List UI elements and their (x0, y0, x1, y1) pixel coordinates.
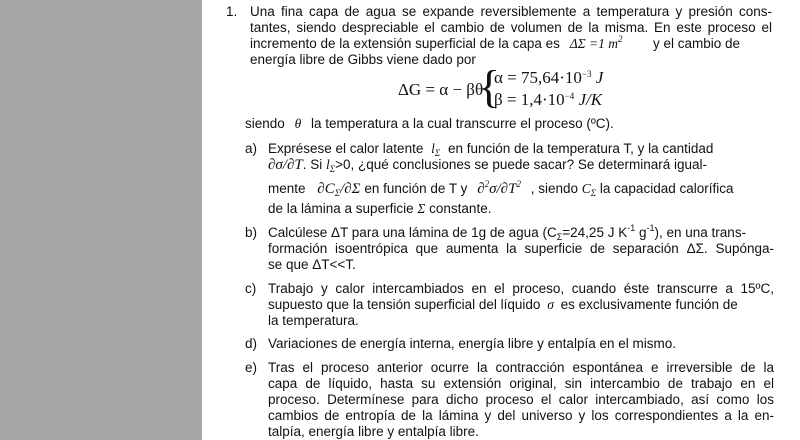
gibbs-equation-lhs: ΔG = α − βθ (398, 80, 484, 99)
item-c-label: c) (245, 281, 257, 296)
intro-line-2: tantes, siendo despreciable el cambio de volumen de la misma. En este proceso el (250, 20, 772, 35)
intro-line-4: energía libre de Gibbs viene dado por (250, 52, 476, 67)
item-number: 1. (226, 4, 238, 19)
delta-sigma-expr: ΔΣ =1 $m^2$ (569, 34, 623, 51)
dsigma-dT: ∂σ/∂T (268, 157, 303, 173)
item-a-line-4: de la lámina a superficie Σ constante. (268, 201, 492, 216)
alpha-value: $\alpha = 75,64\cdot 10^{-3}$ J (494, 68, 604, 87)
item-e-line-3: proceso. Determínese para dicho proceso el calor intercambiado, así como los (268, 392, 774, 407)
item-d-line-1: Variaciones de energía interna, energía libre y entalpía en el mismo. (268, 336, 676, 351)
item-e-label: e) (245, 360, 258, 375)
intro-line-3-text: incremento de la extensión superficial de la capa es (250, 36, 560, 51)
theta-symbol: θ (294, 116, 302, 131)
left-gray-margin (0, 0, 202, 440)
item-c-line-2: supuesto que la tensión superficial del líquido σ es exclusivamente función de (268, 297, 738, 312)
item-c-line-1: Trabajo y calor intercambiados en el proceso, cuando éste transcurre a 15ºC, (268, 281, 774, 296)
item-e-line-5: talpía, energía libre y entalpía libre. (268, 424, 479, 439)
item-a-line-1: Exprésese el calor latente $l_\Sigma$ en función de la temperatura T, y la cantidad (268, 141, 714, 158)
item-b-line-3: se que ΔT<<T. (268, 257, 356, 272)
item-b-line-2: formación isoentrópica que aumenta la superficie de separación ΔΣ. Supónga- (268, 241, 774, 256)
document-page (202, 0, 800, 440)
item-c-line-3: la temperatura. (268, 313, 359, 328)
item-a-label: a) (245, 141, 258, 156)
d2sigma-dT2: $\partial^2\sigma/\partial T^2$ (477, 179, 521, 197)
item-d-label: d) (245, 336, 258, 351)
equation-brace: { (478, 61, 501, 112)
item-e-line-2: capa de líquido, hasta su extensión original, sin intercambio de trabajo en el (268, 376, 774, 391)
item-b-label: b) (245, 225, 258, 240)
dC-dSigma: $\partial C_\Sigma/\partial\Sigma$ (317, 181, 361, 198)
intro-line-3 (250, 36, 623, 52)
item-a-line-2: ∂σ/∂T. Si $l_\Sigma>0$, ¿qué conclusiones se puede sacar? Se determinará igual- (268, 157, 707, 174)
siendo-line: siendo θ la temperatura a la cual transcurre el proceso (ºC). (245, 116, 614, 131)
item-b-line-1: Calcúlese ΔT para una lámina de 1g de agua ($C_\Sigma=24,25$ J $K^{-1}$ $g^{-1}$), en una trans- (268, 223, 747, 242)
intro-line-3-end: y el cambio de (653, 36, 741, 51)
beta-value: $\beta = 1,4\cdot 10^{-4}$ J/K (494, 90, 603, 109)
item-e-line-4: cambios de entropía de la lámina y del universo y los correspondientes a la en- (268, 408, 774, 423)
item-e-line-1: Tras el proceso anterior ocurre la contracción espontánea e irreversible de la (268, 360, 774, 375)
intro-line-1: Una fina capa de agua se expande reversiblemente a temperatura y presión cons- (250, 4, 772, 19)
item-a-line-3: mente $\partial C_\Sigma/\partial\Sigma$ en función de T y $\partial^2\sigma/\partial T^2$ , siendo $C_\Sigma$ la capacidad calorífica (268, 179, 734, 198)
